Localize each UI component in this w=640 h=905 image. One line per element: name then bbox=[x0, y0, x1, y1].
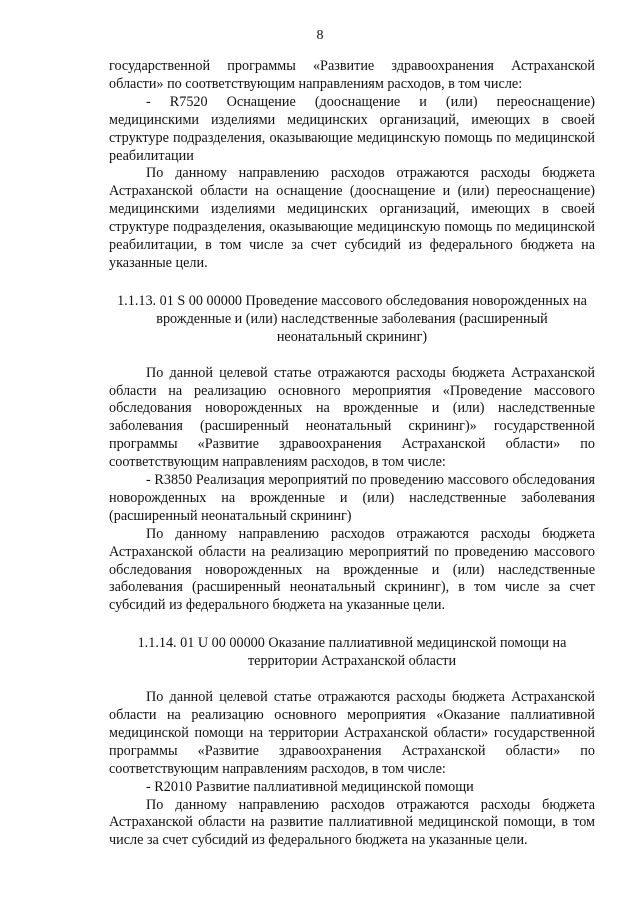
page-number: 8 bbox=[316, 28, 324, 43]
expense-item-r7520: - R7520 Оснащение (дооснащение и (или) переоснащение) медицинскими изделиями медицинских организаций, имеющих в своей структуре подразделения, оказывающие медицинскую помощь по медицинской реабилитации bbox=[109, 93, 595, 164]
document-body bbox=[109, 58, 595, 850]
expense-item-r2010: - R2010 Развитие паллиативной медицинской помощи bbox=[146, 778, 474, 795]
section-heading-1-1-14: 1.1.14. 01 U 00 00000 Оказание паллиативной медицинской помощи на территории Астраханской области bbox=[137, 635, 567, 670]
paragraph-r2010-description: По данному направлению расходов отражаются расходы бюджета Астраханской области на развитие паллиативной медицинской помощи, в том числе за счет субсидий из федерального бюджета на указанные цели. bbox=[109, 796, 595, 849]
paragraph-1-1-13-intro: По данной целевой статье отражаются расходы бюджета Астраханской области на реализацию основного мероприятия «Проведение массового обследования новорожденных на врожденные и (или) наследственные заболевания (расширенный неонатальный скрининг)» государственной программы «Развитие здравоохранения Астраханской области» по соответствующим направлениям расходов, в том числе: bbox=[109, 364, 595, 471]
paragraph-1-1-14-intro: По данной целевой статье отражаются расходы бюджета Астраханской области на реализацию основного мероприятия «Оказание паллиативной медицинской помощи на территории Астраханской области» государственной программы «Развитие здравоохранения Астраханской области» по соответствующим направлениям расходов, в том числе: bbox=[109, 689, 595, 777]
paragraph-r7520-description: По данному направлению расходов отражаются расходы бюджета Астраханской области на оснащение (дооснащение и (или) переоснащение) медицинскими изделиями медицинских организаций, имеющих в своей структуре подразделения, оказывающие медицинскую помощь по медицинской реабилитации, в том числе за счет субсидий из федерального бюджета на указанные цели. bbox=[109, 165, 595, 271]
expense-item-r3850: - R3850 Реализация мероприятий по проведению массового обследования новорожденных на врожденные и (или) наследственные заболевания (расширенный неонатальный скрининг) bbox=[109, 472, 595, 524]
paragraph-r3850-description: По данному направлению расходов отражаются расходы бюджета Астраханской области на реализацию мероприятий по проведению массового обследования новорожденных на врожденные и (или) наследственные заболевания (расширенный неонатальный скрининг), в том числе за счет субсидий из федерального бюджета на указанные цели. bbox=[109, 525, 595, 614]
section-heading-1-1-13: 1.1.13. 01 S 00 00000 Проведение массового обследования новорожденных на врожденные и (или) наследственные заболевания (расширенный неонатальный скрининг) bbox=[117, 292, 587, 345]
paragraph-program-continuation: государственной программы «Развитие здравоохранения Астраханской области» по соответствующим направлениям расходов, в том числе: bbox=[109, 58, 595, 92]
